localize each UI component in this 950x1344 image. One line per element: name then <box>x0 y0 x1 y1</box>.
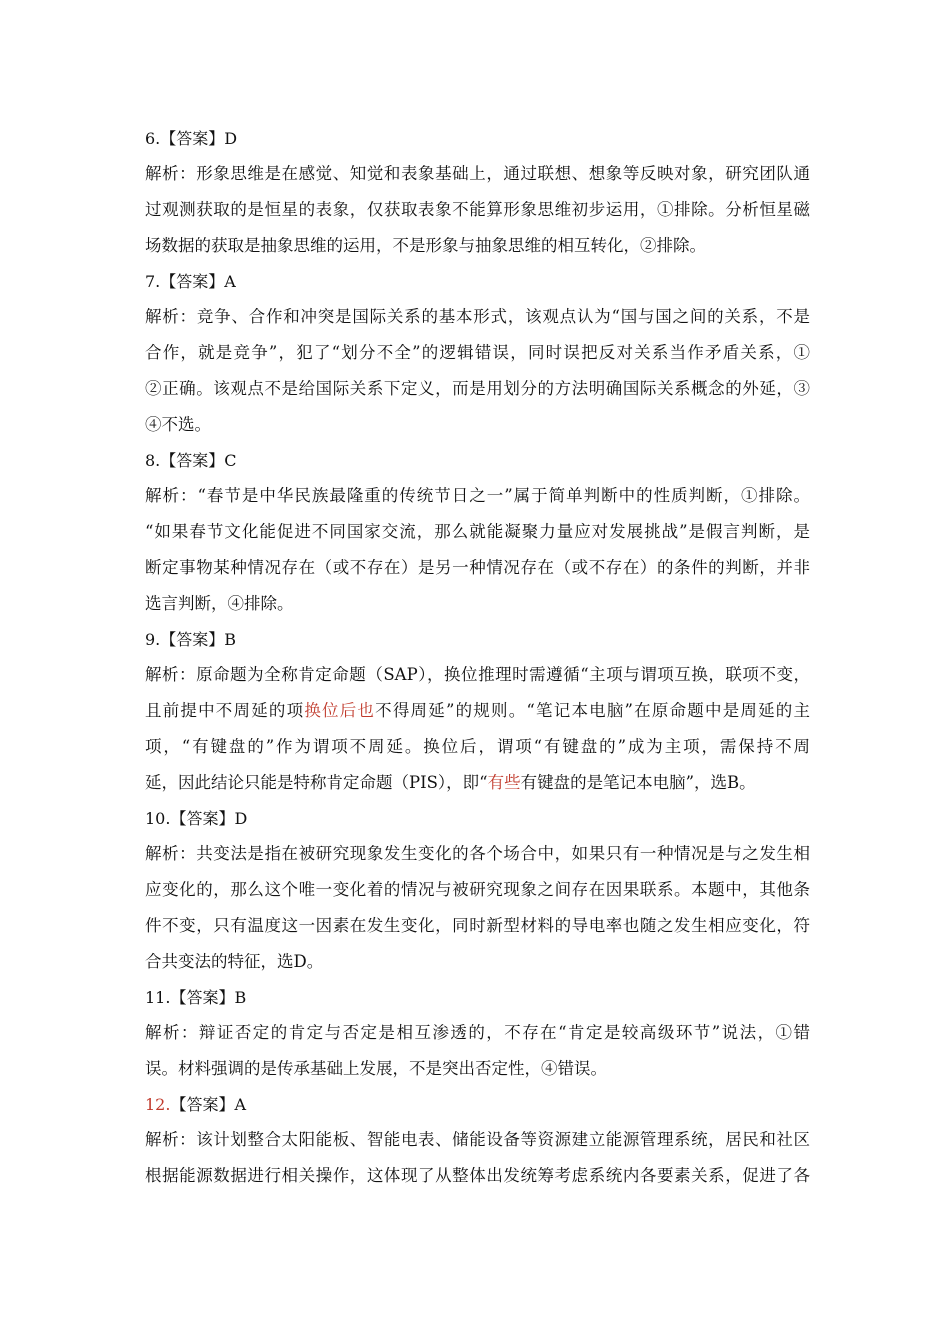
explanation-line <box>145 765 810 801</box>
answer-label: 【答案】 <box>160 630 225 649</box>
explanation-line: 应变化的，那么这个唯一变化着的情况与被研究现象之间存在因果联系。本题中，其他条 <box>145 880 810 899</box>
answer-label: 【答案】 <box>160 451 225 470</box>
highlighted-text: 换位后也 <box>304 701 376 720</box>
explanation-line: 解析：竞争、合作和冲突是国际关系的基本形式，该观点认为“国与国之间的关系，不是 <box>145 307 810 326</box>
explanation-line: 解析：形象思维是在感觉、知觉和表象基础上，通过联想、想象等反映对象，研究团队通 <box>145 164 810 183</box>
answer-label: 【答案】 <box>160 129 225 148</box>
question-number: 10. <box>145 809 171 828</box>
answer-line-8 <box>145 443 810 478</box>
explanation-line: 项，“有键盘的”作为谓项不周延。换位后，谓项“有键盘的”成为主项，需保持不周 <box>145 737 810 756</box>
answer-label: 【答案】 <box>170 988 235 1007</box>
explanation-text: 不得周延”的规则。“笔记本电脑”在原命题中是周延的主 <box>375 701 810 720</box>
explanation-line <box>145 693 810 729</box>
explanation-text: 延，因此结论只能是特称肯定命题（PIS），即“ <box>145 773 488 792</box>
answer-line-11 <box>145 980 810 1015</box>
question-number: 8. <box>145 451 161 470</box>
answer-label: 【答案】 <box>160 272 225 291</box>
explanation-line: ②正确。该观点不是给国际关系下定义，而是用划分的方法明确国际关系概念的外延，③ <box>145 379 810 398</box>
answer-line-6 <box>145 121 810 156</box>
explanation-line: 解析：原命题为全称肯定命题（SAP），换位推理时需遵循“主项与谓项互换，联项不变， <box>145 665 810 684</box>
answer-label: 【答案】 <box>170 809 235 828</box>
explanation-line: 合作，就是竞争”，犯了“划分不全”的逻辑错误，同时误把反对关系当作矛盾关系，① <box>145 343 810 362</box>
answer-line-9 <box>145 622 810 657</box>
explanation-text: 且前提中不周延的项 <box>145 701 305 720</box>
answer-choice: C <box>224 451 237 470</box>
question-number: 9. <box>145 630 161 649</box>
question-number: 7. <box>145 272 161 291</box>
answer-line-12 <box>145 1087 810 1122</box>
question-number: 6. <box>145 129 161 148</box>
answer-choice: D <box>224 129 238 148</box>
explanation-text: 有键盘的是笔记本电脑”，选B。 <box>520 773 756 792</box>
explanation-line: 选言判断，④排除。 <box>145 594 294 613</box>
explanation-line: 解析：“春节是中华民族最隆重的传统节日之一”属于简单判断中的性质判断，①排除。 <box>145 486 810 505</box>
document-page <box>145 121 810 1194</box>
answer-choice: A <box>234 1095 247 1114</box>
explanation-line: 合共变法的特征，选D。 <box>145 952 324 971</box>
answer-line-7 <box>145 264 810 299</box>
explanation-line: 场数据的获取是抽象思维的运用，不是形象与抽象思维的相互转化，②排除。 <box>145 236 706 255</box>
explanation-line: 根据能源数据进行相关操作，这体现了从整体出发统筹考虑系统内各要素关系，促进了各 <box>145 1166 810 1185</box>
question-number: 11. <box>145 988 171 1007</box>
highlighted-text: 有些 <box>487 773 521 792</box>
explanation-line: 件不变，只有温度这一因素在发生变化，同时新型材料的导电率也随之发生相应变化，符 <box>145 916 810 935</box>
explanation-line: “如果春节文化能促进不同国家交流，那么就能凝聚力量应对发展挑战”是假言判断，是 <box>145 522 810 541</box>
question-number: 12. <box>145 1095 171 1114</box>
explanation-line: 过观测获取的是恒星的表象，仅获取表象不能算形象思维初步运用，①排除。分析恒星磁 <box>145 200 810 219</box>
explanation-line: 解析：共变法是指在被研究现象发生变化的各个场合中，如果只有一种情况是与之发生相 <box>145 844 810 863</box>
answer-label: 【答案】 <box>170 1095 235 1114</box>
answer-choice: A <box>224 272 236 291</box>
explanation-line: ④不选。 <box>145 415 211 434</box>
explanation-line: 解析：辩证否定的肯定与否定是相互渗透的，不存在“肯定是较高级环节”说法，①错 <box>145 1023 810 1042</box>
answer-choice: B <box>224 630 237 649</box>
explanation-line: 断定事物某种情况存在（或不存在）是另一种情况存在（或不存在）的条件的判断，并非 <box>145 558 810 577</box>
answer-choice: D <box>234 809 248 828</box>
answer-choice: B <box>234 988 247 1007</box>
explanation-line: 解析：该计划整合太阳能板、智能电表、储能设备等资源建立能源管理系统，居民和社区 <box>145 1130 810 1149</box>
explanation-line: 误。材料强调的是传承基础上发展，不是突出否定性，④错误。 <box>145 1059 607 1078</box>
answer-line-10 <box>145 801 810 836</box>
